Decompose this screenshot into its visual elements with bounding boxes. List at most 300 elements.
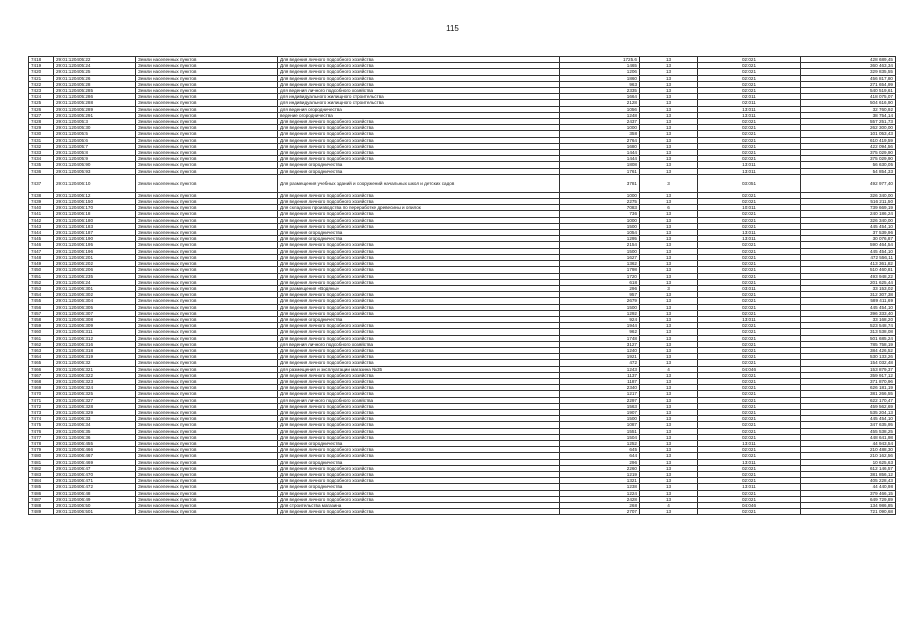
permitted-use-cell: Для ведения личного подсобного хозяйства (278, 347, 560, 353)
land-category-cell: Земли населенных пунктов (136, 223, 278, 229)
row-number-cell: 7437 (29, 174, 54, 192)
area-cell: 2428 (560, 496, 640, 502)
row-number-cell: 7489 (29, 509, 54, 515)
cadastral-value-cell: 313 538,08 (801, 329, 896, 335)
row-number-cell: 7427 (29, 112, 54, 118)
row-number-cell: 7424 (29, 94, 54, 100)
land-category-cell: Земли населенных пунктов (136, 150, 278, 156)
cadastral-value-cell: 739 669,19 (801, 205, 896, 211)
row-number-cell: 7465 (29, 360, 54, 366)
group-code-cell: 13 (640, 391, 698, 397)
area-cell: 2764 (560, 137, 640, 143)
area-cell: 957 (560, 292, 640, 298)
row-number-cell: 7448 (29, 254, 54, 260)
use-code-cell: 02:021 (698, 403, 801, 409)
permitted-use-cell: Для ведения личного подсобного хозяйства (278, 434, 560, 440)
use-code-cell: 02:021 (698, 453, 801, 459)
row-number-cell: 7439 (29, 199, 54, 205)
land-category-cell: Земли населенных пунктов (136, 472, 278, 478)
row-number-cell: 7454 (29, 292, 54, 298)
use-code-cell: 13:011 (698, 484, 801, 490)
row-number-cell: 7474 (29, 416, 54, 422)
cadastral-number-cell: 29:01:120406:308 (54, 316, 136, 322)
land-category-cell: Земли населенных пунктов (136, 323, 278, 329)
area-cell: 1292 (560, 310, 640, 316)
row-number-cell: 7449 (29, 261, 54, 267)
row-number-cell: 7443 (29, 223, 54, 229)
row-number-cell: 7423 (29, 88, 54, 94)
area-cell: 1504 (560, 434, 640, 440)
group-code-cell: 13 (640, 125, 698, 131)
row-number-cell: 7455 (29, 298, 54, 304)
area-cell: 1808 (560, 162, 640, 168)
permitted-use-cell: Для ведения личного подсобного хозяйства (278, 378, 560, 384)
area-cell: 1444 (560, 156, 640, 162)
use-code-cell: 02:021 (698, 192, 801, 198)
cadastral-value-cell: 405 228,43 (801, 478, 896, 484)
land-category-cell: Земли населенных пунктов (136, 205, 278, 211)
permitted-use-cell: Для ведения личного подсобного хозяйства (278, 63, 560, 69)
cadastral-value-cell: 379 466,15 (801, 490, 896, 496)
area-cell: 1321 (560, 478, 640, 484)
permitted-use-cell: Для ведения личного подсобного хозяйства (278, 75, 560, 81)
page-number: 115 (446, 24, 459, 33)
area-cell: 963 (560, 81, 640, 87)
cadastral-value-cell: 530 133,26 (801, 354, 896, 360)
use-code-cell: 02:021 (698, 81, 801, 87)
use-code-cell: 02:021 (698, 119, 801, 125)
cadastral-number-cell: 29:01:120405:90 (54, 162, 136, 168)
use-code-cell: 02:021 (698, 267, 801, 273)
group-code-cell: 13 (640, 156, 698, 162)
group-code-cell: 13 (640, 459, 698, 465)
row-number-cell: 7456 (29, 304, 54, 310)
use-code-cell: 13:011 (698, 112, 801, 118)
permitted-use-cell: Для размещения учебных зданий и сооружений начальных школ и детских садов (278, 174, 560, 192)
land-category-cell: Земли населенных пунктов (136, 385, 278, 391)
cadastral-value-cell: 445 454,10 (801, 416, 896, 422)
cadastral-value-cell: 445 454,10 (801, 248, 896, 254)
cadastral-number-cell: 29:01:120406:302 (54, 292, 136, 298)
cadastral-number-cell: 29:01:120406:316 (54, 341, 136, 347)
land-category-cell: Земли населенных пунктов (136, 156, 278, 162)
land-category-cell: Земли населенных пунктов (136, 137, 278, 143)
group-code-cell: 13 (640, 273, 698, 279)
area-cell: 2128 (560, 100, 640, 106)
group-code-cell: 13 (640, 248, 698, 254)
cadastral-number-cell: 29:01:120406:183 (54, 223, 136, 229)
area-cell: 1680 (560, 143, 640, 149)
cadastral-value-cell: 33 168,20 (801, 316, 896, 322)
cadastral-number-cell: 29:01:120406:18 (54, 211, 136, 217)
group-code-cell: 13 (640, 453, 698, 459)
row-number-cell: 7419 (29, 63, 54, 69)
permitted-use-cell: для ведения огородничества (278, 106, 560, 112)
group-code-cell: 13 (640, 440, 698, 446)
row-number-cell: 7421 (29, 75, 54, 81)
use-code-cell: 02:021 (698, 261, 801, 267)
land-category-cell: Земли населенных пунктов (136, 372, 278, 378)
use-code-cell: 02:021 (698, 422, 801, 428)
cadastral-number-cell: 29:01:120406:311 (54, 329, 136, 335)
group-code-cell: 13 (640, 236, 698, 242)
area-cell: 3127 (560, 341, 640, 347)
cadastral-value-cell: 626 181,19 (801, 385, 896, 391)
land-category-cell: Земли населенных пунктов (136, 409, 278, 415)
permitted-use-cell: Для ведения личного подсобного хозяйства (278, 211, 560, 217)
permitted-use-cell: для индивидуального жилищного строительства (278, 100, 560, 106)
cadastral-number-cell: 29:01:120406:301 (54, 285, 136, 291)
use-code-cell: 02:021 (698, 217, 801, 223)
land-category-cell: Земли населенных пунктов (136, 416, 278, 422)
area-cell: 1137 (560, 372, 640, 378)
row-number-cell: 7484 (29, 478, 54, 484)
cadastral-number-cell: 29:01:120405:6 (54, 137, 136, 143)
row-number-cell: 7487 (29, 496, 54, 502)
cadastral-value-cell: 33 153,02 (801, 285, 896, 291)
land-category-cell: Земли населенных пунктов (136, 391, 278, 397)
group-code-cell: 6 (640, 205, 698, 211)
group-code-cell: 13 (640, 94, 698, 100)
permitted-use-cell: Для ведения личного подсобного хозяйства (278, 143, 560, 149)
use-code-cell: 02:021 (698, 434, 801, 440)
permitted-use-cell: Для ведения личного подсобного хозяйства (278, 150, 560, 156)
cadastral-number-cell: 29:01:120406:322 (54, 372, 136, 378)
cadastral-number-cell: 29:01:120406:235 (54, 273, 136, 279)
area-cell: 1944 (560, 323, 640, 329)
group-code-cell: 13 (640, 490, 698, 496)
area-cell: 1240 (560, 347, 640, 353)
cadastral-value-cell: 455 538,25 (801, 428, 896, 434)
group-code-cell: 13 (640, 143, 698, 149)
row-number-cell: 7444 (29, 230, 54, 236)
land-category-cell: Земли населенных пунктов (136, 347, 278, 353)
group-code-cell: 13 (640, 223, 698, 229)
group-code-cell: 13 (640, 63, 698, 69)
permitted-use-cell: ведение огородничества (278, 112, 560, 118)
use-code-cell: 02:021 (698, 137, 801, 143)
permitted-use-cell: Для ведения личного подсобного хозяйства (278, 403, 560, 409)
cadastral-number-cell: 29:01:120406:47 (54, 465, 136, 471)
row-number-cell: 7486 (29, 490, 54, 496)
area-cell: 2437 (560, 119, 640, 125)
row-number-cell: 7467 (29, 372, 54, 378)
row-number-cell: 7422 (29, 81, 54, 87)
cadastral-number-cell: 29:01:120406:469 (54, 459, 136, 465)
cadastral-number-cell: 29:01:120406:319 (54, 354, 136, 360)
area-cell: 1087 (560, 422, 640, 428)
permitted-use-cell: Для ведения личного подсобного хозяйства (278, 261, 560, 267)
permitted-use-cell: для ведения личного подсобного хозяйства (278, 88, 560, 94)
area-cell: 618 (560, 279, 640, 285)
cadastral-number-cell: 29:01:120405:288 (54, 100, 136, 106)
row-number-cell: 7452 (29, 279, 54, 285)
land-category-cell: Земли населенных пунктов (136, 242, 278, 248)
use-code-cell: 02:021 (698, 248, 801, 254)
group-code-cell: 13 (640, 465, 698, 471)
land-category-cell: Земли населенных пунктов (136, 143, 278, 149)
permitted-use-cell: Для ведения личного подсобного хозяйства (278, 304, 560, 310)
area-cell: 736 (560, 211, 640, 217)
area-cell: 296 (560, 285, 640, 291)
use-code-cell: 02:021 (698, 416, 801, 422)
group-code-cell: 13 (640, 119, 698, 125)
use-code-cell: 02:021 (698, 57, 801, 63)
permitted-use-cell: Для ведения личного подсобного хозяйства (278, 385, 560, 391)
cadastral-number-cell: 29:01:120406:190 (54, 236, 136, 242)
permitted-use-cell: Для ведения личного подсобного хозяйства (278, 156, 560, 162)
row-number-cell: 7426 (29, 106, 54, 112)
row-number-cell: 7470 (29, 391, 54, 397)
group-code-cell: 13 (640, 261, 698, 267)
cadastral-number-cell: 29:01:120406:24 (54, 279, 136, 285)
use-code-cell: 03:051 (698, 174, 801, 192)
use-code-cell: 02:021 (698, 509, 801, 515)
permitted-use-cell: Для ведения личного подсобного хозяйства (278, 391, 560, 397)
permitted-use-cell: Для ведения личного подсобного хозяйства (278, 199, 560, 205)
cadastral-value-cell: 54 854,33 (801, 168, 896, 174)
use-code-cell: 02:021 (698, 131, 801, 137)
area-cell: 1362 (560, 261, 640, 267)
row-number-cell: 7485 (29, 484, 54, 490)
land-category-cell: Земли населенных пунктов (136, 397, 278, 403)
group-code-cell: 13 (640, 162, 698, 168)
register-body (29, 57, 896, 515)
group-code-cell: 4 (640, 503, 698, 509)
cadastral-number-cell: 29:01:120406:170 (54, 205, 136, 211)
use-code-cell: 02:021 (698, 372, 801, 378)
area-cell: 1921 (560, 354, 640, 360)
land-category-cell: Земли населенных пунктов (136, 125, 278, 131)
group-code-cell: 13 (640, 341, 698, 347)
cadastral-value-cell: 32 760,92 (801, 106, 896, 112)
cadastral-number-cell: 29:01:120406:318 (54, 347, 136, 353)
cadastral-value-cell: 589 411,69 (801, 298, 896, 304)
area-cell: 1465 (560, 63, 640, 69)
group-code-cell: 13 (640, 242, 698, 248)
cadastral-value-cell: 101 053,43 (801, 131, 896, 137)
permitted-use-cell: Для ведения личного подсобного хозяйства (278, 409, 560, 415)
cadastral-number-cell: 29:01:120406:466 (54, 447, 136, 453)
land-category-cell: Земли населенных пунктов (136, 496, 278, 502)
cadastral-number-cell: 29:01:120405:24 (54, 63, 136, 69)
group-code-cell: 3 (640, 285, 698, 291)
area-cell: 1664 (560, 94, 640, 100)
cadastral-value-cell: 456 817,80 (801, 75, 896, 81)
area-cell: 2340 (560, 385, 640, 391)
area-cell: 1720 (560, 273, 640, 279)
permitted-use-cell: Для ведения личного подсобного хозяйства (278, 57, 560, 63)
land-category-cell: Земли населенных пунктов (136, 459, 278, 465)
group-code-cell: 13 (640, 323, 698, 329)
land-category-cell: Земли населенных пунктов (136, 168, 278, 174)
cadastral-value-cell: 371 870,96 (801, 378, 896, 384)
cadastral-value-cell: 347 635,95 (801, 422, 896, 428)
land-category-cell: Земли населенных пунктов (136, 440, 278, 446)
land-category-cell: Земли населенных пунктов (136, 428, 278, 434)
cadastral-value-cell: 523 548,74 (801, 323, 896, 329)
cadastral-number-cell: 29:01:120406:321 (54, 366, 136, 372)
cadastral-number-cell: 29:01:120405:30 (54, 125, 136, 131)
area-cell: 296 (560, 459, 640, 465)
cadastral-number-cell: 29:01:120406:455 (54, 440, 136, 446)
cadastral-value-cell: 360 463,34 (801, 63, 896, 69)
area-cell: 644 (560, 453, 640, 459)
group-code-cell: 13 (640, 112, 698, 118)
area-cell: 1248 (560, 112, 640, 118)
use-code-cell: 13:011 (698, 236, 801, 242)
area-cell: 1860 (560, 75, 640, 81)
area-cell: 2335 (560, 88, 640, 94)
area-cell: 1444 (560, 150, 640, 156)
cadastral-number-cell: 29:01:120406:467 (54, 453, 136, 459)
land-category-cell: Земли населенных пунктов (136, 304, 278, 310)
cadastral-value-cell: 37 539,96 (801, 230, 896, 236)
row-number-cell: 7425 (29, 100, 54, 106)
use-code-cell: 02:021 (698, 150, 801, 156)
cadastral-number-cell: 29:01:120406:196 (54, 248, 136, 254)
land-category-cell: Земли населенных пунктов (136, 484, 278, 490)
group-code-cell: 13 (640, 329, 698, 335)
table-row (29, 509, 896, 515)
land-category-cell: Земли населенных пунктов (136, 279, 278, 285)
area-cell: 962 (560, 329, 640, 335)
use-code-cell: 02:021 (698, 360, 801, 366)
use-code-cell: 02:021 (698, 329, 801, 335)
land-category-cell: Земли населенных пунктов (136, 503, 278, 509)
use-code-cell: 02:021 (698, 472, 801, 478)
use-code-cell: 02:021 (698, 88, 801, 94)
permitted-use-cell: Для ведения огородничества (278, 236, 560, 242)
cadastral-value-cell: 359 917,12 (801, 372, 896, 378)
cadastral-value-cell: 329 835,55 (801, 69, 896, 75)
group-code-cell: 13 (640, 385, 698, 391)
land-category-cell: Земли населенных пунктов (136, 292, 278, 298)
permitted-use-cell: Для ведения личного подсобного хозяйства (278, 254, 560, 260)
cadastral-value-cell: 201 625,44 (801, 279, 896, 285)
cadastral-value-cell: 492 977,40 (801, 174, 896, 192)
use-code-cell: 02:021 (698, 490, 801, 496)
group-code-cell: 13 (640, 422, 698, 428)
cadastral-value-cell: 381 266,55 (801, 391, 896, 397)
cadastral-number-cell: 29:01:120406:50 (54, 503, 136, 509)
permitted-use-cell: Для ведения огородничества (278, 168, 560, 174)
cadastral-number-cell: 29:01:120406:501 (54, 509, 136, 515)
row-number-cell: 7471 (29, 397, 54, 403)
cadastral-value-cell: 210 162,56 (801, 453, 896, 459)
cadastral-value-cell: 501 685,24 (801, 335, 896, 341)
land-category-cell: Земли населенных пунктов (136, 478, 278, 484)
use-code-cell: 02:021 (698, 385, 801, 391)
land-category-cell: Земли населенных пунктов (136, 112, 278, 118)
cadastral-value-cell: 312 307,38 (801, 292, 896, 298)
land-category-cell: Земли населенных пунктов (136, 447, 278, 453)
cadastral-value-cell: 210 488,30 (801, 447, 896, 453)
cadastral-value-cell: 326 340,00 (801, 192, 896, 198)
cadastral-value-cell: 428 689,45 (801, 57, 896, 63)
permitted-use-cell: Для ведения личного подсобного хозяйства (278, 192, 560, 198)
group-code-cell: 13 (640, 230, 698, 236)
land-category-cell: Земли населенных пунктов (136, 81, 278, 87)
use-code-cell: 04:046 (698, 503, 801, 509)
group-code-cell: 13 (640, 310, 698, 316)
cadastral-number-cell: 29:01:120405:3 (54, 119, 136, 125)
land-category-cell: Земли населенных пунктов (136, 162, 278, 168)
area-cell: 1252 (560, 440, 640, 446)
area-cell: 1000 (560, 192, 640, 198)
land-category-cell: Земли населенных пунктов (136, 360, 278, 366)
area-cell: 1627 (560, 254, 640, 260)
row-number-cell: 7433 (29, 150, 54, 156)
row-number-cell: 7450 (29, 267, 54, 273)
use-code-cell: 02:021 (698, 323, 801, 329)
area-cell: 1238 (560, 484, 640, 490)
use-code-cell: 13:011 (698, 168, 801, 174)
cadastral-value-cell: 134 986,85 (801, 503, 896, 509)
use-code-cell: 02:021 (698, 254, 801, 260)
land-category-cell: Земли населенных пунктов (136, 335, 278, 341)
use-code-cell: 02:021 (698, 397, 801, 403)
row-number-cell: 7461 (29, 335, 54, 341)
area-cell: 268 (560, 503, 640, 509)
group-code-cell: 13 (640, 304, 698, 310)
use-code-cell: 13:011 (698, 316, 801, 322)
row-number-cell: 7418 (29, 57, 54, 63)
area-cell: 1000 (560, 125, 640, 131)
cadastral-number-cell: 29:01:120405:5 (54, 131, 136, 137)
area-cell: 1725.6 (560, 57, 640, 63)
permitted-use-cell: Для ведения личного подсобного хозяйства (278, 119, 560, 125)
cadastral-value-cell: 535 204,13 (801, 409, 896, 415)
area-cell: 2707 (560, 509, 640, 515)
cadastral-number-cell: 29:01:120406:48 (54, 490, 136, 496)
permitted-use-cell: для размещения и эксплуатации магазина №35 (278, 366, 560, 372)
cadastral-value-cell: 504 616,90 (801, 100, 896, 106)
table-row (29, 174, 896, 192)
cadastral-value-cell: 540 519,61 (801, 88, 896, 94)
row-number-cell: 7477 (29, 434, 54, 440)
permitted-use-cell: Для ведения огородничества (278, 162, 560, 168)
permitted-use-cell: Для ведения личного подсобного хозяйства (278, 273, 560, 279)
use-code-cell: 02:021 (698, 304, 801, 310)
use-code-cell: 02:021 (698, 63, 801, 69)
permitted-use-cell: Для ведения личного подсобного хозяйства (278, 125, 560, 131)
cadastral-number-cell: 29:01:120406:470 (54, 472, 136, 478)
use-code-cell: 03:011 (698, 285, 801, 291)
cadastral-number-cell: 29:01:120406:305 (54, 304, 136, 310)
row-number-cell: 7473 (29, 409, 54, 415)
use-code-cell: 02:021 (698, 156, 801, 162)
permitted-use-cell: Для ведения личного подсобного хозяйства (278, 335, 560, 341)
row-number-cell: 7440 (29, 205, 54, 211)
cadastral-value-cell: 154 032,48 (801, 360, 896, 366)
area-cell: 7083 (560, 205, 640, 211)
area-cell: 1000 (560, 217, 640, 223)
use-code-cell: 02:021 (698, 211, 801, 217)
area-cell: 3781 (560, 174, 640, 192)
cadastral-value-cell: 516 211,50 (801, 199, 896, 205)
area-cell: 2275 (560, 199, 640, 205)
use-code-cell: 02:021 (698, 223, 801, 229)
permitted-use-cell: Для строительства магазина (278, 503, 560, 509)
permitted-use-cell: Для складских производства по переработке древесины и опилок (278, 205, 560, 211)
cadastral-value-cell: 721 090,68 (801, 509, 896, 515)
group-code-cell: 3 (640, 174, 698, 192)
land-category-cell: Земли населенных пунктов (136, 217, 278, 223)
group-code-cell: 13 (640, 131, 698, 137)
permitted-use-cell: Для ведения личного подсобного хозяйства (278, 354, 560, 360)
cadastral-number-cell: 29:01:120406:329 (54, 409, 136, 415)
